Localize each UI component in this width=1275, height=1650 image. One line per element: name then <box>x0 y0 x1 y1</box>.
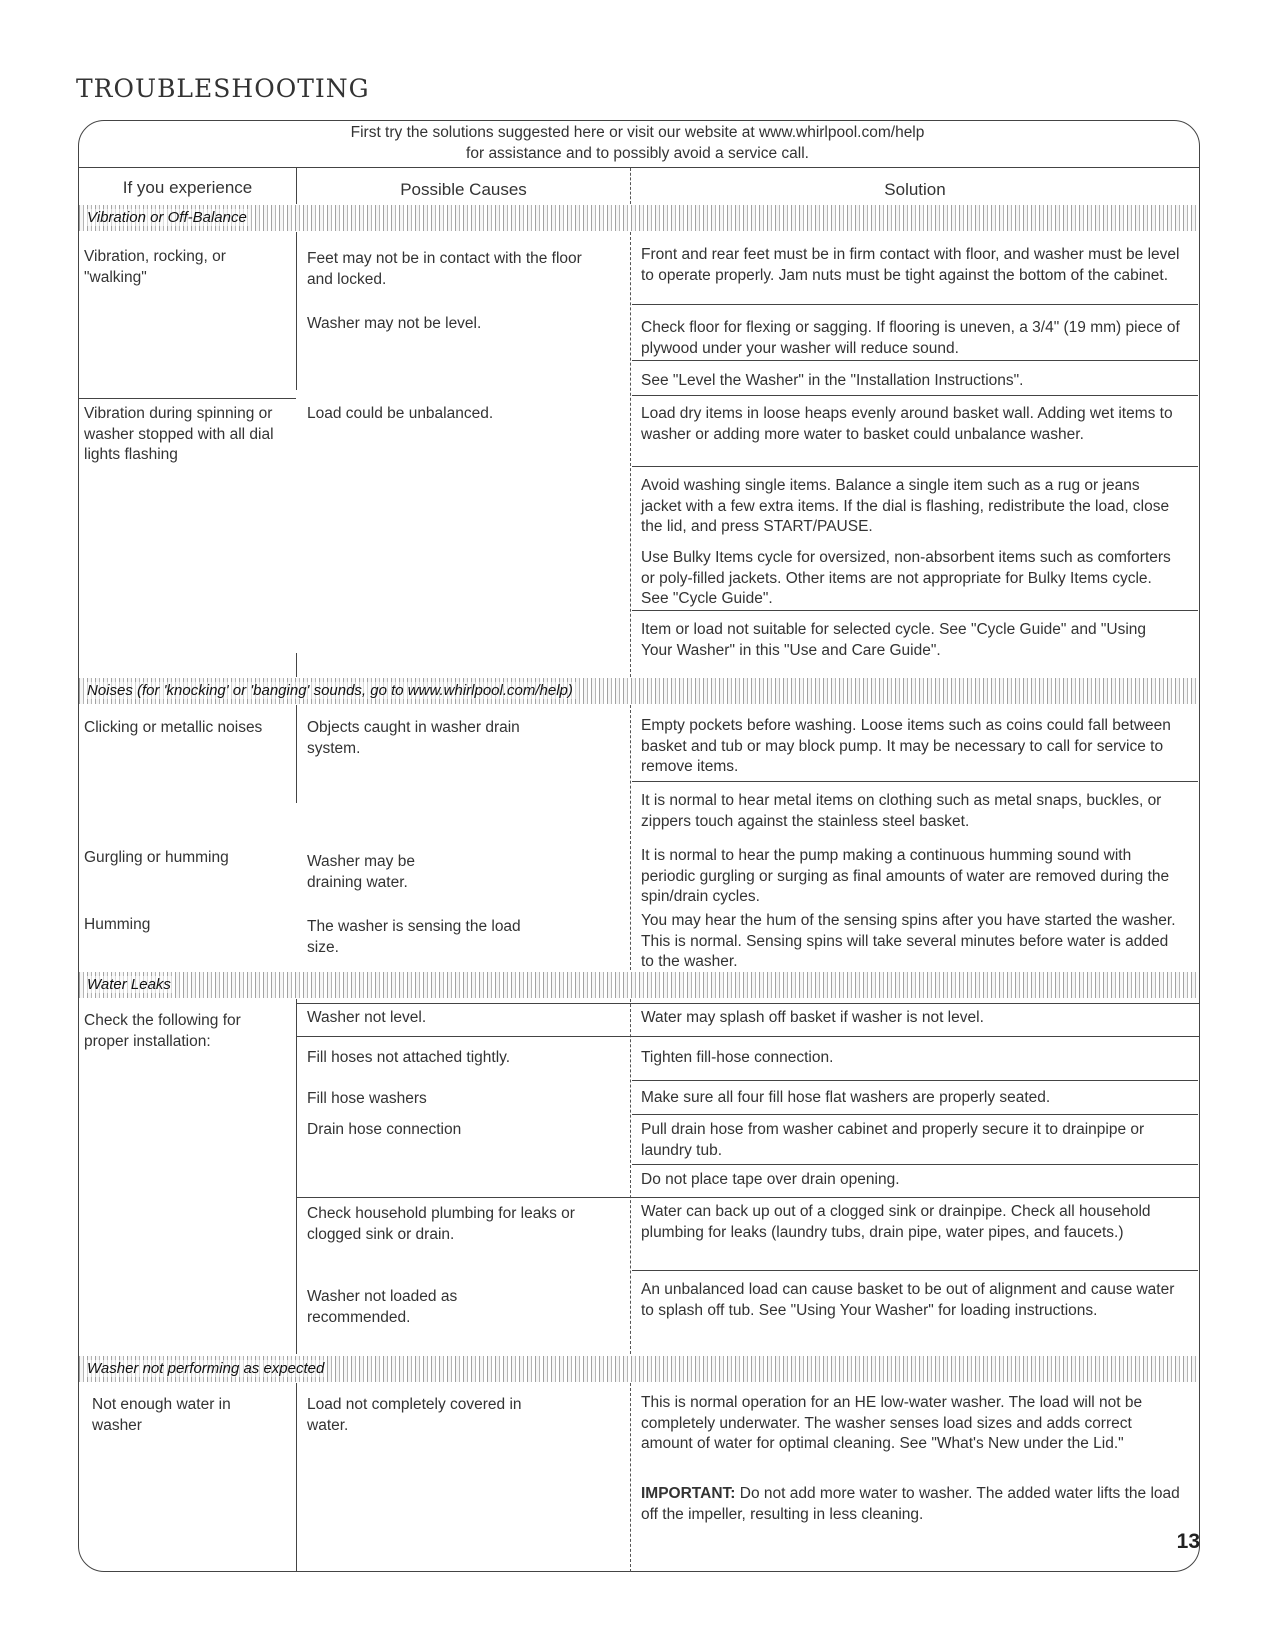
r6-rule-top <box>296 1003 1199 1004</box>
header-experience: If you experience <box>122 178 253 197</box>
page-title: TROUBLESHOOTING <box>76 74 370 103</box>
col-divider-1-sec3 <box>296 999 297 1354</box>
r5-cause: The washer is sensing the load size. <box>307 918 521 956</box>
section-label-vibration: Vibration or Off-Balance <box>84 209 250 226</box>
intro-line-2: for assistance and to possibly avoid a service call. <box>466 145 809 162</box>
r3-solution-1-rule <box>632 781 1198 782</box>
r6-rule-2 <box>632 1080 1198 1081</box>
r2-solution-4: Item or load not suitable for selected cycle. See "Cycle Guide" and "Using Your Washer" in this "Use and Care Guide". <box>641 621 1147 659</box>
section-label-noises: Noises (for 'knocking' or 'banging' sounds, go to www.whirlpool.com/help) <box>84 682 576 699</box>
r3-cause: Objects caught in washer drain system. <box>307 719 520 757</box>
section-band-water-leaks <box>79 972 1199 998</box>
r7-solution-1: This is normal operation for an HE low-water washer. The load will not be completely underwater. The washer senses load sizes and adds correct amount of water for optimal cleaning. See "What's New under the Lid." <box>641 1394 1143 1452</box>
r1-experience: Vibration, rocking, or "walking" <box>84 248 226 286</box>
r7-experience: Not enough water in washer <box>92 1396 231 1434</box>
r6-solution-2: Tighten fill-hose connection. <box>641 1049 834 1066</box>
r2-solution-1-rule <box>632 466 1198 467</box>
r7-important-text: Do not add more water to washer. The added water lifts the load off the impeller, resulting in less cleaning. <box>641 1485 1180 1523</box>
section-label-water-leaks: Water Leaks <box>84 976 174 993</box>
r7-important-label: IMPORTANT: <box>641 1485 736 1502</box>
r6-solution-4b: Do not place tape over drain opening. <box>641 1171 900 1188</box>
r3-solution-1: Empty pockets before washing. Loose items such as coins could fall between basket and tub or may block pump. It may be necessary to call for service to remove items. <box>641 717 1171 775</box>
r6-cause-2: Fill hoses not attached tightly. <box>307 1049 511 1066</box>
r6-rule-3 <box>632 1114 1198 1115</box>
r6-rule-1 <box>296 1036 1199 1037</box>
header-causes: Possible Causes <box>400 180 527 199</box>
r5-solution: You may hear the hum of the sensing spins after you have started the washer. This is normal. Sensing spins will take several minutes before water is added to the washer. <box>641 912 1176 970</box>
r2-solution-1: Load dry items in loose heaps evenly around basket wall. Adding wet items to washer or adding more water to basket could unbalance washer. <box>641 405 1173 443</box>
r6-rule-4 <box>632 1164 1198 1165</box>
intro-text <box>0 122 1275 164</box>
header-top-rule <box>79 167 1199 168</box>
r6-solution-3: Make sure all four fill hose flat washers are properly seated. <box>641 1089 1051 1106</box>
header-solution: Solution <box>884 180 946 199</box>
r6-cause-4: Drain hose connection <box>307 1121 462 1138</box>
r2-solution-2: Avoid washing single items. Balance a single item such as a rug or jeans jacket with a few extra items. If the dial is flashing, redistribute the load, close the lid, and press START/PAUSE. <box>641 477 1170 535</box>
r6-cause-6: Washer not loaded as recommended. <box>307 1288 458 1326</box>
col-divider-1-sec2 <box>296 705 297 803</box>
r1-solution-2-rule <box>632 360 1198 361</box>
r1-solution-3-rule <box>632 395 1198 396</box>
r1-solution-1-rule <box>632 304 1198 305</box>
col-divider-2-sec1 <box>630 232 631 677</box>
r5-experience: Humming <box>84 916 151 933</box>
row-rule-r2-start <box>79 398 296 399</box>
r7-cause: Load not completely covered in water. <box>307 1396 522 1434</box>
r4-cause: Washer may be draining water. <box>307 853 415 891</box>
r6-rule-6 <box>632 1270 1198 1271</box>
r1-cause-1: Feet may not be in contact with the floor and locked. <box>307 250 582 288</box>
r2-solution-3: Use Bulky Items cycle for oversized, non-absorbent items such as comforters or poly-filled jackets. Other items are not appropriate for Bulky Items cycle. See "Cycle Guide". <box>641 549 1171 607</box>
page-number: 13 <box>1176 1530 1200 1553</box>
col-divider-1-sec4 <box>296 1383 297 1572</box>
r6-cause-1: Washer not level. <box>307 1009 427 1026</box>
r1-solution-2: Check floor for flexing or sagging. If flooring is uneven, a 3/4" (19 mm) piece of plywood under your washer will reduce sound. <box>641 319 1180 357</box>
r4-solution: It is normal to hear the pump making a continuous humming sound with periodic gurgling or surging as final amounts of water are removed during the spin/drain cycles. <box>641 847 1170 905</box>
section-label-not-performing: Washer not performing as expected <box>84 1360 327 1377</box>
intro-line-1: First try the solutions suggested here or visit our website at www.whirlpool.com/help <box>350 124 925 141</box>
r1-cause-2: Washer may not be level. <box>307 315 482 332</box>
r6-solution-1: Water may splash off basket if washer is not level. <box>641 1009 984 1026</box>
r6-solution-4a: Pull drain hose from washer cabinet and properly secure it to drainpipe or laundry tub. <box>641 1121 1145 1159</box>
r6-cause-5: Check household plumbing for leaks or clogged sink or drain. <box>307 1205 575 1243</box>
r6-rule-5 <box>296 1197 1199 1198</box>
r1-solution-3: See "Level the Washer" in the "Installation Instructions". <box>641 372 1024 389</box>
col-divider-2-sec2 <box>630 705 631 970</box>
r7-solution-2 <box>641 1484 1181 1525</box>
r3-solution-2: It is normal to hear metal items on clothing such as metal snaps, buckles, or zippers touch against the stainless steel basket. <box>641 792 1162 830</box>
r2-experience: Vibration during spinning or washer stopped with all dial lights flashing <box>84 405 274 463</box>
r6-solution-6: An unbalanced load can cause basket to be out of alignment and cause water to splash off tub. See "Using Your Washer" for loading instructions. <box>641 1281 1175 1319</box>
r6-solution-5: Water can back up out of a clogged sink or drainpipe. Check all household plumbing for leaks (laundry tubs, drain pipe, water pipes, and faucets.) <box>641 1203 1151 1241</box>
r6-experience: Check the following for proper installation: <box>84 1012 241 1050</box>
col-divider-2-sec3 <box>630 999 631 1354</box>
r1-solution-1: Front and rear feet must be in firm contact with floor, and washer must be level to operate properly. Jam nuts must be tight against the bottom of the cabinet. <box>641 246 1180 284</box>
r3-experience: Clicking or metallic noises <box>84 719 263 736</box>
r2-solution-3-rule <box>632 610 1198 611</box>
col-divider-2-sec4 <box>630 1383 631 1572</box>
r6-cause-3: Fill hose washers <box>307 1090 427 1107</box>
col-divider-1b-sec1 <box>296 653 297 677</box>
r4-experience: Gurgling or humming <box>84 849 229 866</box>
r2-cause: Load could be unbalanced. <box>307 405 494 422</box>
col-divider-1-sec1 <box>296 232 297 390</box>
